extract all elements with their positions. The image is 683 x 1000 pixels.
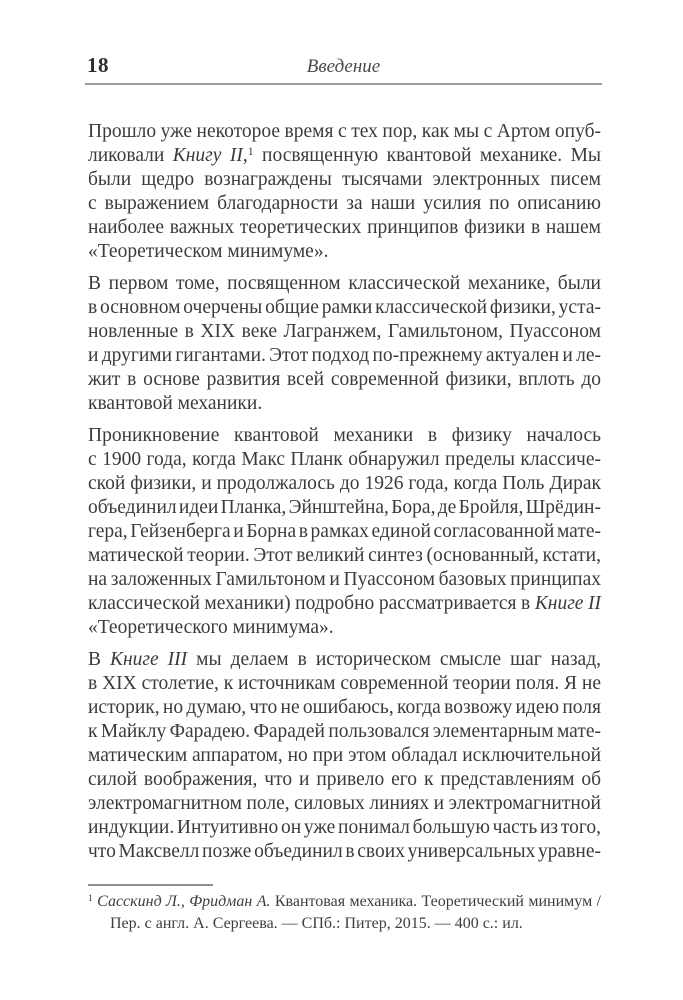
text-line [88,816,601,840]
paragraph-1 [88,120,601,264]
text-run: с выражением благодарности за наши усилия по описанию [88,193,601,214]
text-run: Проникновение квантовой механики в физику началось [88,425,601,446]
text-line [88,891,601,913]
text-line [110,913,601,935]
text-run: «Теоретического минимума». [88,617,334,638]
text-run: к Майклу Фарадею. Фарадей пользовался элементарным мате- [88,721,601,742]
text-line [88,320,601,344]
italic-text: Книге II [534,593,602,614]
text-line [88,168,601,192]
text-run: с 1900 года, когда Макс Планк обнаружил пределы классиче- [88,449,601,470]
text-run: Прошло уже некоторое время с тех пор, как мы с Артом опуб- [88,121,601,142]
footnote-rule [88,884,213,886]
text-line [88,424,601,448]
text-run: квантовой механики. [88,393,263,414]
footnote-marker: 1 [247,145,254,159]
running-head [85,50,602,85]
text-run: в XIX столетие, к источникам современной теории поля. Я не [88,673,601,694]
text-line [88,472,601,496]
text-run: историк, но думаю, что не ошибаюсь, когда возвожу идею поля [88,697,601,718]
text-line [88,648,601,672]
text-line [88,520,601,544]
text-line [88,496,601,520]
text-run: ской физики, и продолжалось до 1926 года, когда Поль Дирак [88,473,601,494]
text-run: гера, Гейзенберга и Борна в рамках единой согласованной мате- [88,521,601,542]
text-line [88,144,601,168]
text-line [88,544,601,568]
text-line [88,448,601,472]
text-run: ликовали [88,145,173,166]
text-run: В первом томе, посвященном классической механике, были [88,273,601,294]
text-run: что Максвелл позже объединил в своих универсальных уравне- [88,841,601,862]
text-run: Квантовая механика. Теоретический минимум / [270,893,602,910]
text-run: матической теории. Этот великий синтез (основанный, кстати, [88,545,601,566]
paragraph-2 [88,272,601,416]
text-line [88,392,601,416]
footnote [88,891,601,935]
text-run: индукции. Интуитивно он уже понимал большую часть из того, [88,817,601,838]
body-text [88,120,601,864]
text-line [88,768,601,792]
text-run: «Теоретическом минимуме». [88,241,329,262]
text-line [88,368,601,392]
italic-text: Книгу II [172,145,243,166]
text-run: силой воображения, что и привело его к представлениям об [88,769,601,790]
text-line [88,296,601,320]
text-run: на заложенных Гамильтоном и Пуассоном базовых принципах [88,569,601,590]
running-title: Введение [306,56,381,77]
paragraph-4 [88,648,601,864]
italic-text: Книге III [110,649,188,670]
text-line [88,792,601,816]
italic-text: Сасскинд Л., Фридман А. [92,893,271,910]
text-run: были щедро вознаграждены тысячами электронных писем [88,169,601,190]
text-line [88,840,601,864]
text-line [88,592,601,616]
text-line [88,272,601,296]
text-run: В [88,649,111,670]
text-line [88,672,601,696]
text-line [88,240,601,264]
text-run: мы делаем в историческом смысле шаг назад, [187,649,601,670]
text-line [88,616,601,640]
text-run: электромагнитном поле, силовых линиях и электромагнитной [88,793,601,814]
text-run: и другими гигантами. Этот подход по-прежнему актуален и ле- [88,345,601,366]
text-run: новленные в XIX веке Лагранжем, Гамильтоном, Пуассоном [88,321,601,342]
text-line [88,344,601,368]
text-run: матическим аппаратом, но при этом обладал исключительной [88,745,601,766]
footnote-marker: 1 [88,893,93,905]
text-run: , [242,145,248,166]
text-line [88,744,601,768]
page-number: 18 [87,53,109,77]
text-run: Пер. с англ. А. Сергеева. — СПб.: Питер, 2015. — 400 с.: ил. [110,915,523,932]
text-line [88,568,601,592]
paragraph-3 [88,424,601,640]
text-line [88,216,601,240]
footnote-area [88,884,601,935]
text-line [88,192,601,216]
text-run: классической механики) подробно рассматривается в [88,593,535,614]
text-line [88,120,601,144]
text-line [88,696,601,720]
header-rule [85,83,602,85]
text-line [88,720,601,744]
text-run: жит в основе развития всей современной физики, вплоть до [88,369,601,390]
text-run: в основном очерчены общие рамки классической физики, уста- [88,297,601,318]
text-run: посвященную квантовой механике. Мы [253,145,602,166]
text-run: наиболее важных теоретических принципов физики в нашем [88,217,601,238]
text-run: объединил идеи Планка, Эйнштейна, Бора, де Бройля, Шрёдин- [88,497,601,518]
